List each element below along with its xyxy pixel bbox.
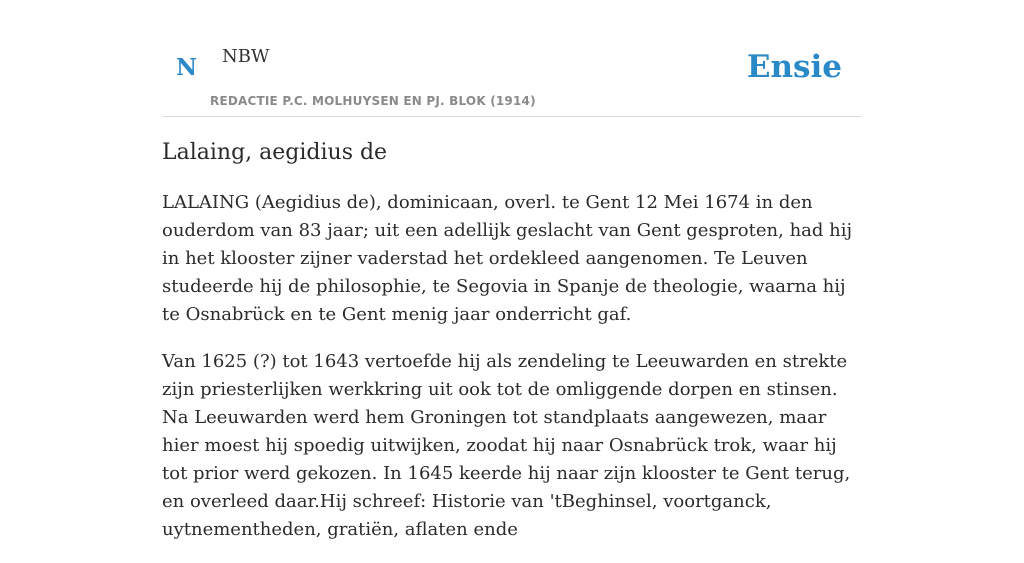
article <box>162 138 866 563</box>
source-logo[interactable]: N <box>176 54 198 81</box>
article-title: Lalaing, aegidius de <box>162 140 388 165</box>
page-header <box>162 0 862 117</box>
article-paragraph: Van 1625 (?) tot 1643 vertoefde hij als zendeling te Leeuwarden en strekte zijn priesterlijken werkkring uit ook tot de omliggende dorpen en stinsen. Na Leeuwarden werd hem Groningen tot standplaats aangewezen, maar hier moest hij spoedig uitwijken, zoodat hij naar Osnabrück trok, waar hij tot prior werd gekozen. In 1645 keerde hij naar zijn klooster te Gent terug, en overleed daar.Hij schreef: Historie van 'tBeghinsel, voortganck, uytnementheden, gratiën, aflaten ende <box>162 350 851 540</box>
brand-logo[interactable]: Ensie <box>746 49 842 85</box>
source-title[interactable]: NBW <box>222 46 270 67</box>
article-paragraph: LALAING (Aegidius de), dominicaan, overl. te Gent 12 Mei 1674 in den ouderdom van 83 jaar; uit een adellijk geslacht van Gent gesproten, had hij in het klooster zijner vaderstad het ordekleed aangenomen. Te Leuven studeerde hij de philosophie, te Segovia in Spanje de theologie, waarna hij te Osnabrück en te Gent menig jaar onderricht gaf. <box>162 191 853 325</box>
source-subtitle: REDACTIE P.C. MOLHUYSEN EN PJ. BLOK (1914) <box>210 94 536 108</box>
